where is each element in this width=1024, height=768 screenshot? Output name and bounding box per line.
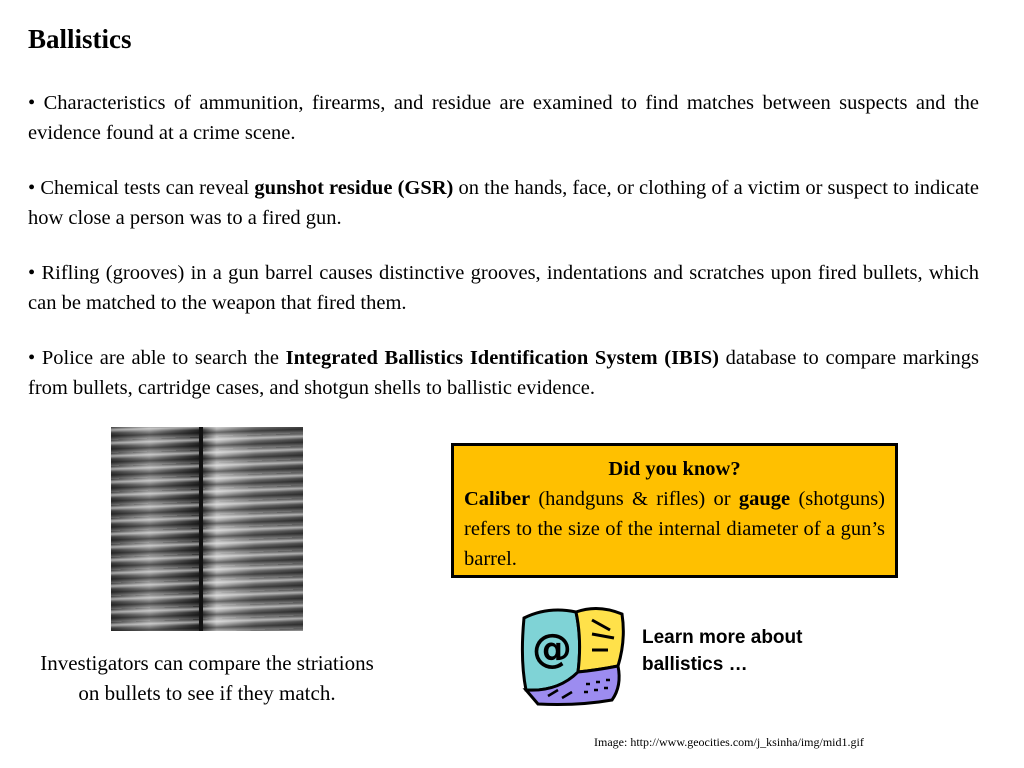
at-sign-computer-icon[interactable] xyxy=(518,600,630,708)
bullet-bold-term: gunshot residue (GSR) xyxy=(254,177,454,199)
bullet-list xyxy=(28,88,979,428)
bullet-item xyxy=(28,173,979,233)
photo-caption: Investigators can compare the striations on bullets to see if they match. xyxy=(40,651,374,705)
bullet-bold-term: Integrated Ballistics Identification System (IBIS) xyxy=(285,347,719,369)
callout-body xyxy=(464,484,885,574)
bullet-marker: • xyxy=(28,177,36,199)
photo-seam xyxy=(199,427,203,631)
bullet-text: Chemical tests can reveal xyxy=(35,177,255,199)
bullet-striations-photo xyxy=(111,427,303,631)
bullet-marker: • xyxy=(28,92,36,114)
callout-text: (handguns & rifles) or xyxy=(530,488,739,510)
learn-more-link[interactable]: Learn more about ballistics … xyxy=(642,627,803,675)
bullet-text: Police are able to search the xyxy=(35,347,286,369)
callout-text: (shotguns) refers to the size of the internal diameter of a gun’s barrel. xyxy=(464,488,886,570)
bullet-text: database to compare markings from bullets, cartridge cases, and shotgun shells to ballistic evidence. xyxy=(28,347,980,399)
bullet-item xyxy=(28,343,979,403)
callout-term-gauge: gauge xyxy=(738,488,791,510)
bullet-marker: • xyxy=(28,262,36,284)
bullet-item xyxy=(28,258,979,318)
bullet-text: on the hands, face, or clothing of a victim or suspect to indicate how close a person was to a fired gun. xyxy=(28,177,979,229)
image-credit: Image: http://www.geocities.com/j_ksinha/img/mid1.gif xyxy=(594,735,864,749)
page-title: Ballistics xyxy=(28,24,132,54)
callout-title: Did you know? xyxy=(608,458,741,480)
bullet-text: Rifling (grooves) in a gun barrel causes distinctive grooves, indentations and scratches upon fired bullets, which can be matched to the weapon that fired them. xyxy=(28,262,979,314)
bullet-marker: • xyxy=(28,347,36,369)
bullet-text: Characteristics of ammunition, firearms, and residue are examined to find matches between suspects and the evidence found at a crime scene. xyxy=(28,92,979,144)
callout-term-caliber: Caliber xyxy=(464,488,531,510)
bullet-item xyxy=(28,88,979,148)
svg-text:@: @ xyxy=(532,626,572,672)
did-you-know-callout xyxy=(451,443,898,578)
